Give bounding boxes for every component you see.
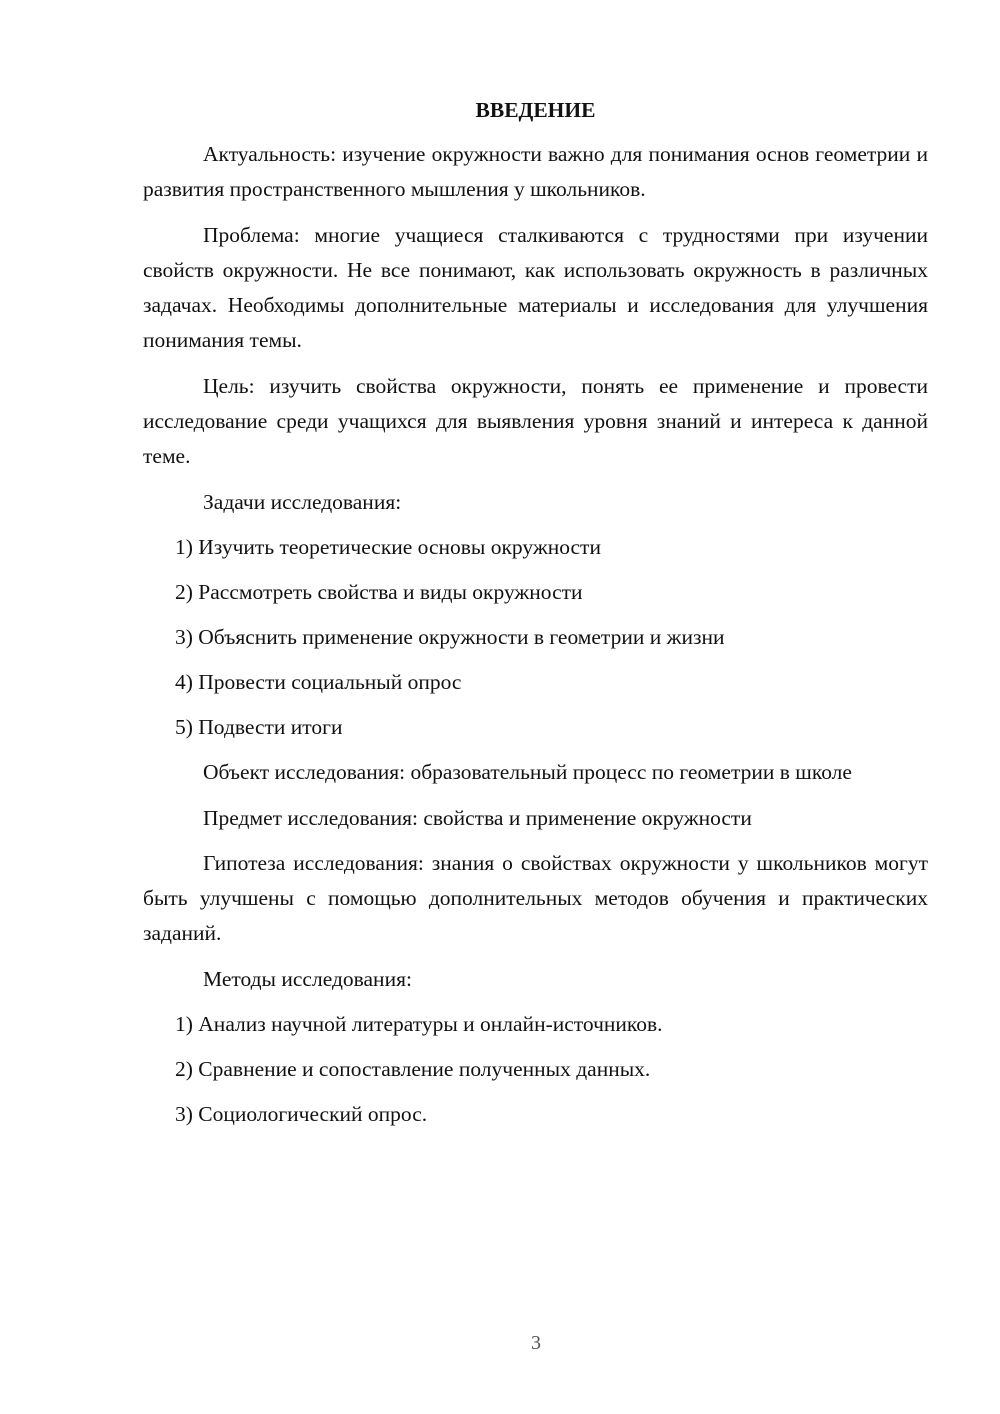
page-number: 3 — [531, 1332, 541, 1354]
method-item: 1) Анализ научной литературы и онлайн-источников. — [175, 1012, 663, 1036]
task-item: 3) Объяснить применение окружности в геометрии и жизни — [175, 625, 725, 649]
object-paragraph: Объект исследования: образовательный процесс по геометрии в школе — [203, 760, 852, 784]
method-item: 3) Социологический опрос. — [175, 1102, 428, 1126]
relevance-paragraph: Актуальность: изучение окружности важно для понимания основ геометрии и развития пространственного мышления у школьников. — [143, 142, 928, 201]
task-item: 5) Подвести итоги — [175, 715, 343, 739]
task-item: 4) Провести социальный опрос — [175, 670, 462, 694]
task-item: 2) Рассмотреть свойства и виды окружности — [175, 580, 583, 604]
method-item: 2) Сравнение и сопоставление полученных данных. — [175, 1057, 651, 1081]
subject-paragraph: Предмет исследования: свойства и применение окружности — [203, 806, 752, 830]
tasks-heading: Задачи исследования: — [203, 490, 402, 514]
goal-paragraph: Цель: изучить свойства окружности, понять ее применение и провести исследование среди учащихся для выявления уровня знаний и интереса к данной теме. — [143, 374, 928, 468]
section-title: ВВЕДЕНИЕ — [475, 98, 596, 122]
hypothesis-paragraph: Гипотеза исследования: знания о свойствах окружности у школьников могут быть улучшены с помощью дополнительных методов обучения и практических заданий. — [143, 851, 928, 945]
document-page — [143, 93, 928, 1142]
task-item: 1) Изучить теоретические основы окружности — [175, 535, 601, 559]
methods-heading: Методы исследования: — [203, 967, 412, 991]
problem-paragraph: Проблема: многие учащиеся сталкиваются с трудностями при изучении свойств окружности. Не все понимают, как использовать окружность в различных задачах. Необходимы дополнительные материалы и исследования для улучшения понимания темы. — [143, 223, 928, 352]
